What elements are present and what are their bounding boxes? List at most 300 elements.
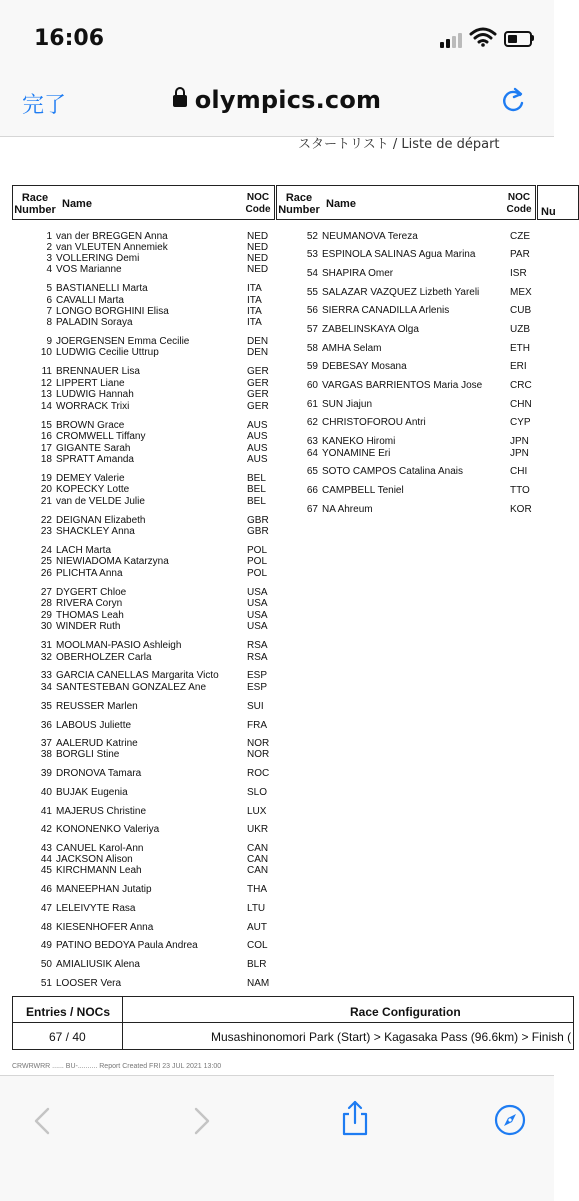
- race-number: 3: [46, 253, 52, 264]
- header-race-line1: Race: [21, 192, 49, 204]
- noc-code: ITA: [247, 283, 262, 294]
- noc-code: RSA: [247, 640, 268, 651]
- noc-code: ROC: [247, 768, 270, 779]
- table-row: [280, 436, 534, 447]
- race-number: 37: [40, 738, 52, 749]
- rider-name: BUJAK Eugenia: [56, 787, 128, 798]
- entries-label: Entries / NOCs: [26, 1005, 111, 1019]
- rider-name: LACH Marta: [56, 545, 112, 556]
- race-number: 52: [306, 231, 318, 242]
- rider-name: SOTO CAMPOS Catalina Anais: [322, 466, 463, 477]
- noc-code: CAN: [247, 865, 269, 876]
- noc-code: NED: [247, 264, 269, 275]
- race-number: 58: [306, 343, 318, 354]
- table-row: [14, 515, 270, 526]
- noc-code: CHN: [510, 399, 532, 410]
- noc-code: ISR: [510, 268, 527, 279]
- race-number: 12: [40, 378, 52, 389]
- rider-name: NA Ahreum: [322, 504, 373, 515]
- rider-name: LUDWIG Cecilie Uttrup: [56, 347, 159, 358]
- rider-name: THOMAS Leah: [56, 610, 124, 621]
- header-race-number: [13, 192, 57, 216]
- noc-code: AUT: [247, 922, 267, 933]
- rider-name: JOERGENSEN Emma Cecilie: [56, 336, 190, 347]
- race-number: 2: [46, 242, 52, 253]
- race-number: 16: [40, 431, 52, 442]
- rider-name: DEBESAY Mosana: [322, 361, 407, 372]
- table-row: [280, 324, 534, 335]
- race-number: 32: [40, 652, 52, 663]
- race-number: 67: [306, 504, 318, 515]
- noc-code: ESP: [247, 682, 268, 693]
- rider-name: CROMWELL Tiffany: [56, 431, 146, 442]
- noc-code: THA: [247, 884, 267, 895]
- rider-name: LONGO BORGHINI Elisa: [56, 306, 169, 317]
- rider-name: YONAMINE Eri: [322, 448, 391, 459]
- table-row: [14, 568, 270, 579]
- table-row: [14, 903, 270, 914]
- noc-code: KOR: [510, 504, 532, 515]
- table-row: [14, 378, 270, 389]
- table-header-next: Nu: [537, 185, 579, 220]
- back-icon[interactable]: [32, 1106, 52, 1136]
- summary-box: [12, 996, 574, 1050]
- table-row: [14, 420, 270, 431]
- noc-code: BEL: [247, 496, 266, 507]
- race-number: 57: [306, 324, 318, 335]
- noc-code: GER: [247, 366, 269, 377]
- reload-icon[interactable]: [500, 86, 526, 114]
- url-display[interactable]: [0, 86, 554, 114]
- status-time: 16:06: [34, 26, 105, 51]
- race-number: 63: [306, 436, 318, 447]
- race-number: 44: [40, 854, 52, 865]
- noc-code: NED: [247, 231, 269, 242]
- race-number: 1: [46, 231, 52, 242]
- header-name: Name: [326, 198, 356, 210]
- table-row: [280, 305, 534, 316]
- race-number: 22: [40, 515, 52, 526]
- noc-code: UKR: [247, 824, 269, 835]
- noc-code: RSA: [247, 652, 268, 663]
- table-row: [14, 366, 270, 377]
- rider-name: van VLEUTEN Annemiek: [56, 242, 168, 253]
- race-number: 38: [40, 749, 52, 760]
- table-row: [14, 610, 270, 621]
- noc-code: CZE: [510, 231, 530, 242]
- table-row: [14, 738, 270, 749]
- table-row: [14, 336, 270, 347]
- rider-name: RIVERA Coryn: [56, 598, 123, 609]
- noc-code: DEN: [247, 347, 269, 358]
- table-row: [280, 249, 534, 260]
- rider-name: JACKSON Alison: [56, 854, 133, 865]
- noc-code: NED: [247, 253, 269, 264]
- rider-name: WORRACK Trixi: [56, 401, 130, 412]
- rider-name: LOOSER Vera: [56, 978, 122, 989]
- noc-code: JPN: [510, 448, 529, 459]
- table-row: [14, 231, 270, 242]
- noc-code: BEL: [247, 473, 266, 484]
- rider-name: PLICHTA Anna: [56, 568, 123, 579]
- table-row: [14, 401, 270, 412]
- noc-code: SLO: [247, 787, 268, 798]
- rider-name: SALAZAR VAZQUEZ Lizbeth Yareli: [322, 287, 480, 298]
- rider-name: DEMEY Valerie: [56, 473, 125, 484]
- rider-name: MOOLMAN-PASIO Ashleigh: [56, 640, 182, 651]
- header-noc-line1: NOC: [507, 192, 531, 203]
- race-number: 55: [306, 287, 318, 298]
- table-row: [14, 317, 270, 328]
- web-page: [0, 137, 572, 1075]
- noc-code: NAM: [247, 978, 270, 989]
- race-number: 10: [40, 347, 52, 358]
- noc-code: USA: [247, 598, 268, 609]
- rider-name: BORGLI Stine: [56, 749, 120, 760]
- race-number: 13: [40, 389, 52, 400]
- race-number: 47: [40, 903, 52, 914]
- noc-code: POL: [247, 545, 268, 556]
- noc-code: BEL: [247, 484, 266, 495]
- race-number: 8: [46, 317, 52, 328]
- noc-code: USA: [247, 621, 268, 632]
- rider-name: PATINO BEDOYA Paula Andrea: [56, 940, 198, 951]
- race-number: 30: [40, 621, 52, 632]
- rider-name: VOLLERING Demi: [56, 253, 140, 264]
- table-row: [280, 231, 534, 242]
- noc-code: AUS: [247, 431, 268, 442]
- race-number: 42: [40, 824, 52, 835]
- table-row: [280, 466, 534, 477]
- noc-code: FRA: [247, 720, 267, 731]
- noc-code: CHI: [510, 466, 528, 477]
- header-noc: [242, 192, 274, 216]
- table-row: [14, 787, 270, 798]
- battery-icon: [504, 31, 532, 47]
- race-number: 49: [40, 940, 52, 951]
- table-row: [14, 940, 270, 951]
- table-row: [14, 242, 270, 253]
- noc-code: NOR: [247, 738, 270, 749]
- forward-icon[interactable]: [192, 1106, 212, 1136]
- race-number: 61: [306, 399, 318, 410]
- noc-code: GBR: [247, 515, 269, 526]
- rider-name: REUSSER Marlen: [56, 701, 138, 712]
- rider-name: SANTESTEBAN GONZALEZ Ane: [56, 682, 207, 693]
- race-number: 35: [40, 701, 52, 712]
- race-number: 36: [40, 720, 52, 731]
- rider-name: VOS Marianne: [56, 264, 122, 275]
- table-row: [14, 670, 270, 681]
- race-number: 20: [40, 484, 52, 495]
- rider-name: SHAPIRA Omer: [322, 268, 394, 279]
- noc-code: CYP: [510, 417, 531, 428]
- race-number: 51: [40, 978, 52, 989]
- table-row: [14, 701, 270, 712]
- noc-code: USA: [247, 587, 268, 598]
- race-number: 40: [40, 787, 52, 798]
- race-number: 19: [40, 473, 52, 484]
- wifi-icon: [470, 27, 496, 47]
- noc-code: TTO: [510, 485, 530, 496]
- noc-code: GER: [247, 389, 269, 400]
- table-row: [14, 682, 270, 693]
- table-row: [14, 454, 270, 465]
- noc-code: USA: [247, 610, 268, 621]
- noc-code: POL: [247, 556, 268, 567]
- race-number: 14: [40, 401, 52, 412]
- race-number: 62: [306, 417, 318, 428]
- noc-code: LUX: [247, 806, 267, 817]
- noc-code: COL: [247, 940, 268, 951]
- race-number: 15: [40, 420, 52, 431]
- rider-name: KIESENHOFER Anna: [56, 922, 154, 933]
- table-row: [14, 749, 270, 760]
- table-row: [14, 484, 270, 495]
- table-row: [14, 264, 270, 275]
- table-header-left: [12, 185, 275, 220]
- race-number: 4: [46, 264, 52, 275]
- rider-name: OBERHOLZER Carla: [56, 652, 152, 663]
- compass-icon[interactable]: [494, 1104, 526, 1136]
- table-row: [14, 598, 270, 609]
- rider-name: van der BREGGEN Anna: [56, 231, 168, 242]
- rider-name: ESPINOLA SALINAS Agua Marina: [322, 249, 476, 260]
- header-race-line1: Race: [285, 192, 313, 204]
- rider-name: KANEKO Hiromi: [322, 436, 396, 447]
- done-button[interactable]: 完了: [22, 93, 67, 118]
- rider-name: LELEIVYTE Rasa: [56, 903, 136, 914]
- noc-code: NED: [247, 242, 269, 253]
- table-row: [280, 399, 534, 410]
- rider-name: SUN Jiajun: [322, 399, 373, 410]
- race-number: 60: [306, 380, 318, 391]
- rider-name: SPRATT Amanda: [56, 454, 134, 465]
- rider-name: ZABELINSKAYA Olga: [322, 324, 419, 335]
- battery-nub: [531, 35, 534, 41]
- table-header-right: [276, 185, 536, 220]
- race-number: 7: [46, 306, 52, 317]
- rider-name: LUDWIG Hannah: [56, 389, 134, 400]
- table-row: [14, 621, 270, 632]
- noc-code: ESP: [247, 670, 268, 681]
- rider-name: DYGERT Chloe: [56, 587, 127, 598]
- race-number: 18: [40, 454, 52, 465]
- race-number: 27: [40, 587, 52, 598]
- noc-code: PAR: [510, 249, 530, 260]
- table-row: [14, 978, 270, 989]
- rider-name: DEIGNAN Elizabeth: [56, 515, 146, 526]
- table-row: [14, 556, 270, 567]
- table-row: [14, 443, 270, 454]
- rider-name: MANEEPHAN Jutatip: [56, 884, 152, 895]
- rider-name: AALERUD Katrine: [56, 738, 138, 749]
- rider-name: DRONOVA Tamara: [56, 768, 142, 779]
- rider-name: BRENNAUER Lisa: [56, 366, 140, 377]
- noc-code: ERI: [510, 361, 527, 372]
- race-number: 11: [41, 366, 52, 377]
- noc-code: NOR: [247, 749, 270, 760]
- table-row: [280, 343, 534, 354]
- race-number: 39: [40, 768, 52, 779]
- table-row: [14, 806, 270, 817]
- table-row: [280, 380, 534, 391]
- url-text: olympics.com: [194, 86, 382, 114]
- noc-code: ITA: [247, 306, 262, 317]
- race-number: 45: [40, 865, 52, 876]
- race-number: 53: [306, 249, 318, 260]
- rider-name: AMHA Selam: [322, 343, 382, 354]
- noc-code: AUS: [247, 420, 268, 431]
- table-row: [14, 587, 270, 598]
- noc-code: AUS: [247, 443, 268, 454]
- rider-name: SHACKLEY Anna: [56, 526, 135, 537]
- noc-code: CAN: [247, 854, 269, 865]
- table-row: [280, 361, 534, 372]
- table-row: [14, 283, 270, 294]
- table-row: [280, 417, 534, 428]
- noc-code: GBR: [247, 526, 269, 537]
- noc-code: MEX: [510, 287, 532, 298]
- table-row: [14, 922, 270, 933]
- noc-code: LTU: [247, 903, 266, 914]
- table-row: [14, 640, 270, 651]
- race-number: 21: [40, 496, 52, 507]
- table-row: [14, 884, 270, 895]
- noc-code: DEN: [247, 336, 269, 347]
- race-number: 31: [40, 640, 52, 651]
- race-number: 41: [40, 806, 52, 817]
- rider-name: KOPECKY Lotte: [56, 484, 130, 495]
- race-number: 65: [306, 466, 318, 477]
- table-row: [280, 448, 534, 459]
- rider-name: AMIALIUSIK Alena: [56, 959, 140, 970]
- status-bar: [0, 0, 554, 80]
- browser-address-bar: [0, 80, 554, 137]
- noc-code: SUI: [247, 701, 264, 712]
- table-row: [14, 431, 270, 442]
- race-number: 48: [40, 922, 52, 933]
- share-icon[interactable]: [340, 1100, 370, 1136]
- header-noc-line2: Code: [245, 204, 271, 215]
- document-footer: CRWRWRR ...... BU-.......... Report Created FRI 23 JUL 2021 13:00: [12, 1063, 222, 1070]
- noc-code: ITA: [247, 295, 262, 306]
- browser-toolbar: [0, 1075, 554, 1201]
- header-name: Name: [62, 198, 92, 210]
- table-row: [14, 545, 270, 556]
- rider-name: NEUMANOVA Tereza: [322, 231, 418, 242]
- noc-code: CRC: [510, 380, 532, 391]
- race-number: 28: [40, 598, 52, 609]
- race-number: 54: [306, 268, 318, 279]
- race-number: 50: [40, 959, 52, 970]
- race-number: 23: [40, 526, 52, 537]
- table-row: [14, 347, 270, 358]
- table-row: [280, 268, 534, 279]
- table-row: [14, 253, 270, 264]
- noc-code: POL: [247, 568, 268, 579]
- header-noc-line2: Code: [506, 204, 532, 215]
- header-noc-line1: NOC: [246, 192, 270, 203]
- race-number: 64: [306, 448, 318, 459]
- noc-code: ITA: [247, 317, 262, 328]
- table-row: [14, 496, 270, 507]
- header-noc: [503, 192, 535, 216]
- noc-code: BLR: [247, 959, 267, 970]
- noc-code: GER: [247, 401, 269, 412]
- header-race-number: [277, 192, 321, 216]
- noc-code: UZB: [510, 324, 530, 335]
- race-number: 9: [46, 336, 52, 347]
- rider-name: CAVALLI Marta: [56, 295, 124, 306]
- rider-name: WINDER Ruth: [56, 621, 121, 632]
- table-row: [14, 389, 270, 400]
- config-value: Musashinonomori Park (Start) > Kagasaka Pass (96.6km) > Finish (: [211, 1030, 572, 1044]
- table-row: [280, 485, 534, 496]
- rider-name: GARCIA CANELLAS Margarita Victo: [56, 670, 219, 681]
- race-number: 17: [40, 443, 52, 454]
- rider-name: BASTIANELLI Marta: [56, 283, 148, 294]
- table-row: [14, 526, 270, 537]
- lock-icon: [173, 95, 187, 107]
- race-number: 26: [40, 568, 52, 579]
- table-row: [14, 854, 270, 865]
- noc-code: CUB: [510, 305, 532, 316]
- table-row: [14, 865, 270, 876]
- rider-name: MAJERUS Christine: [56, 806, 147, 817]
- rider-name: GIGANTE Sarah: [56, 443, 131, 454]
- race-number: 29: [40, 610, 52, 621]
- rider-name: CAMPBELL Teniel: [322, 485, 404, 496]
- rider-name: BROWN Grace: [56, 420, 125, 431]
- rider-name: KONONENKO Valeriya: [56, 824, 160, 835]
- config-label: Race Configuration: [350, 1005, 461, 1019]
- noc-code: CAN: [247, 843, 269, 854]
- race-number: 33: [40, 670, 52, 681]
- race-number: 56: [306, 305, 318, 316]
- rider-name: van de VELDE Julie: [56, 496, 145, 507]
- rider-name: CHRISTOFOROU Antri: [322, 417, 426, 428]
- table-row: [14, 720, 270, 731]
- table-row: [14, 652, 270, 663]
- race-number: 46: [40, 884, 52, 895]
- rider-name: KIRCHMANN Leah: [56, 865, 142, 876]
- table-row: [14, 295, 270, 306]
- table-row: [14, 959, 270, 970]
- noc-code: ETH: [510, 343, 530, 354]
- race-number: 24: [40, 545, 52, 556]
- table-row: [14, 824, 270, 835]
- rider-name: CANUEL Karol-Ann: [56, 843, 144, 854]
- header-race-line2: Number: [278, 204, 320, 216]
- race-number: 43: [40, 843, 52, 854]
- noc-code: AUS: [247, 454, 268, 465]
- document-title: スタートリスト / Liste de départ: [298, 137, 500, 152]
- noc-code: JPN: [510, 436, 529, 447]
- rider-name: LABOUS Juliette: [56, 720, 132, 731]
- rider-name: PALADIN Soraya: [56, 317, 133, 328]
- noc-code: GER: [247, 378, 269, 389]
- table-row: [14, 473, 270, 484]
- table-row: [280, 504, 534, 515]
- rider-name: LIPPERT Liane: [56, 378, 125, 389]
- rider-name: SIERRA CANADILLA Arlenis: [322, 305, 450, 316]
- table-row: [14, 843, 270, 854]
- header-race-line2: Number: [14, 204, 56, 216]
- table-row: [280, 287, 534, 298]
- race-number: 5: [46, 283, 52, 294]
- race-number: 59: [306, 361, 318, 372]
